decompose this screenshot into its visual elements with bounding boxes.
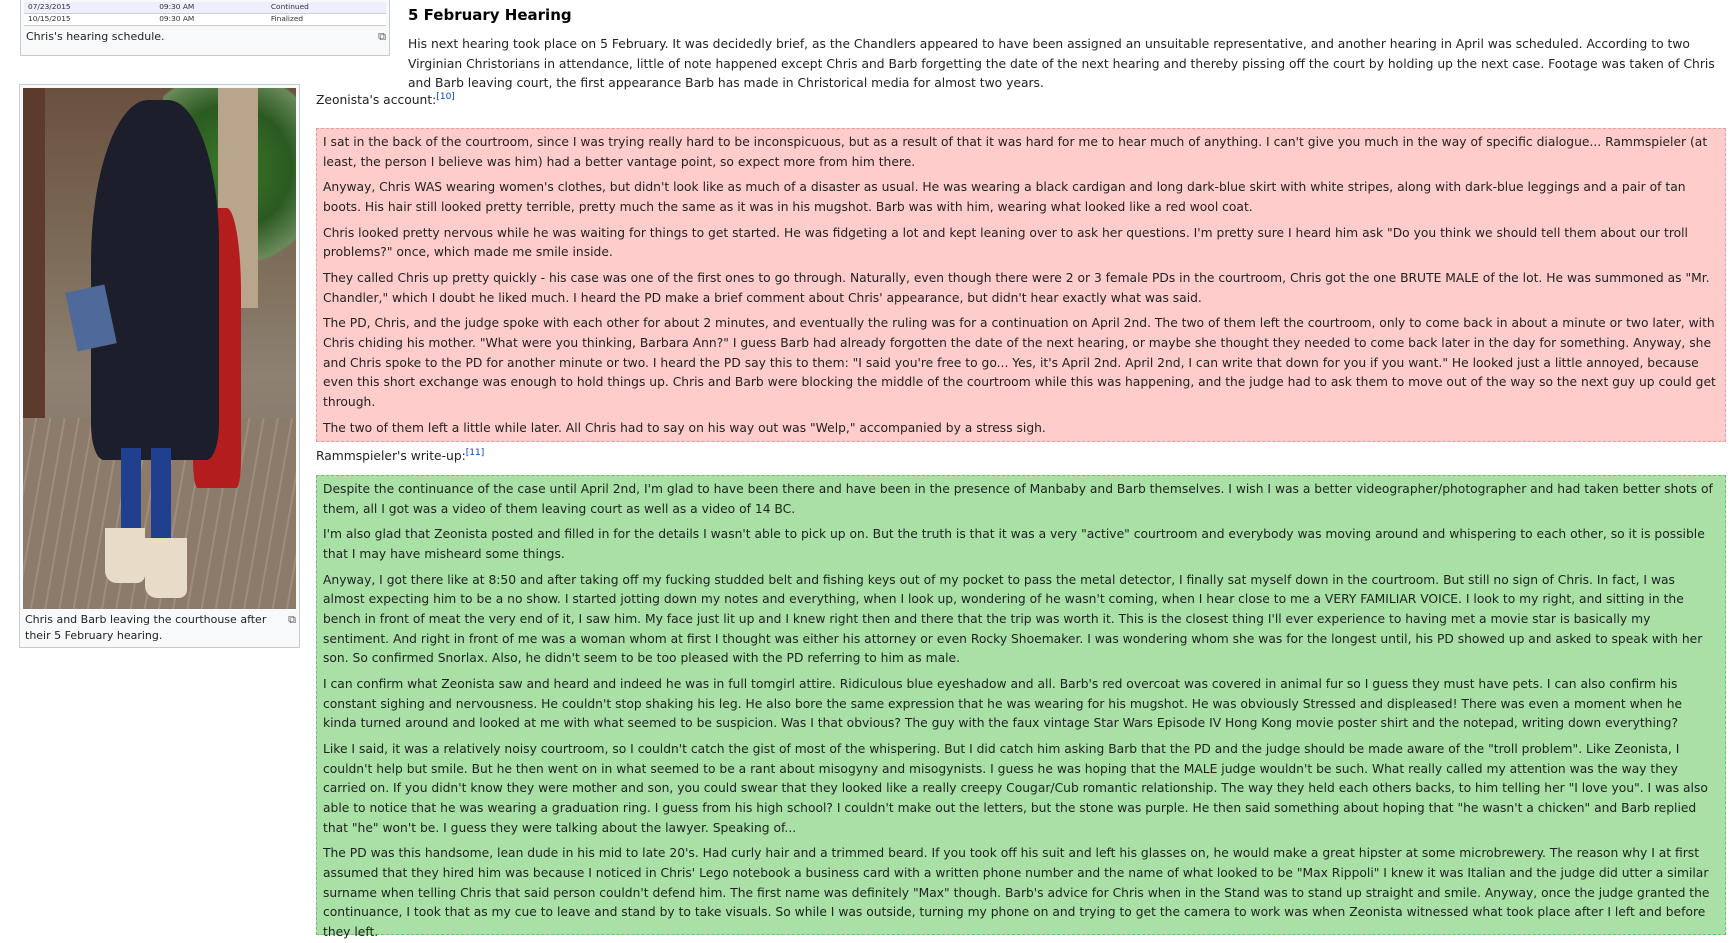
account-paragraph: Chris looked pretty nervous while he was waiting for things to get started. He was fidgeting a lot and kept leaning over to ask her questions. I'm pretty sure I heard him ask "Do you think we should tell them about our troll problems?" once, which made me smile inside. [323, 225, 1688, 260]
hearing-schedule-table [24, 2, 386, 26]
photo-black-coat [91, 100, 219, 460]
reference-link[interactable]: [10] [436, 92, 455, 102]
account-paragraph: Like I said, it was a relatively noisy courtroom, so I couldn't catch the gist of most of the whispering. But I did catch him asking Barb that the PD and the judge should be made aware of the "troll problem". Like Zeonista, I couldn't help but smile. But he then went on in what seemed to be a rant about misogyny and misogynists. I guess he was hoping that the MALE judge wouldn't be such. What really called my attention was the way they carried on. If you didn't know they were mother and son, you could swear that they looked like a really creepy Cougar/Cub romantic relationship. The way they held each others backs, to him telling her "I love you". I was also able to notice that he was wearing a graduation ring. I guess from his high school? I couldn't make out the letters, but the stone was purple. He then said something about hoping that "he wasn't a chicken" and Barb replied that "he" won't be. I guess they were talking about the lawyer. Speaking of... [323, 742, 1708, 835]
label-text: Rammspieler's write-up: [316, 449, 466, 464]
account-paragraph: Anyway, I got there like at 8:50 and after taking off my fucking studded belt and fishing keys out of my pocket to pass the metal detector, I finally sat myself down in the courtroom. But still no sign of Chris. In fact, I was almost expecting him to be a no show. I started jotting down my notes and everything, when I look up, wondering of he wasn't coming, when I hear close to me a VERY FAMILIAR VOICE. I look to my right, and sitting in the bench in front of meat the very end of it, I saw him. My face just lit up and I knew right then and there that the trip was worth it. This is the closest thing I'll ever experience to having met a movie star is basically my sentiment. And right in front of me was a woman whom at first I thought was either his attorney or even Rocky Shoemaker. I was wondering whom she was for the longest until, his PD showed up and asked to speak with her son. So confirmed Snorlax. Also, he didn't seem to be too pleased with the PD referring to him as male. [323, 572, 1703, 666]
account-paragraph: I can confirm what Zeonista saw and heard and indeed he was in full tomgirl attire. Ridiculous blue eyeshadow and all. Barb's red overcoat was covered in animal fur so I guess they must have pets. I can also confirm his constant sighing and nervousness. He couldn't stop shaking his leg. He also bore the same expression that he was wearing for his mugshot. He was obviously Stressed and displeased! There was even a moment when he kinda turned around and looked at me with what seemed to be suspicion. Was I that obvious? The guy with the faux vintage Star Wars Episode IV Hong Kong movie poster shirt and the notepad, writing down everything? [323, 677, 1683, 731]
account-paragraph: I'm also glad that Zeonista posted and filled in for the details I wasn't able to pick up on. But the truth is that it was a very "active" courtroom and everybody was moving around and whispering to each other, so it is possible that I may have misheard some things. [323, 527, 1705, 562]
account-paragraph: Anyway, Chris WAS wearing women's clothes, but didn't look like as much of a disaster as usual. He was wearing a black cardigan and long dark-blue skirt with white stripes, along with dark-blue leggings and a pair of tan boots. His hair still looked pretty terrible, pretty much the same as it was in his mugshot. Barb was with him, wearing what looked like a red wool coat. [323, 180, 1686, 215]
photo-boot [145, 538, 187, 598]
courthouse-photo[interactable] [23, 88, 296, 609]
photo-leg [121, 448, 141, 538]
table-cell: 09:30 AM [155, 13, 267, 25]
table-row [24, 13, 386, 25]
photo-caption [23, 609, 296, 644]
zeonista-label [316, 90, 455, 111]
account-paragraph: They called Chris up pretty quickly - his case was one of the first ones to go through. Naturally, even though there were 2 or 3 female PDs in the courtroom, Chris got the one BRUTE MALE of the lot. He was summoned as "Mr. Chandler," which I doubt he liked much. I heard the PD make a brief comment about Chris' appearance, but didn't hear exactly what was said. [323, 271, 1710, 305]
photo-thumbnail [19, 84, 300, 648]
account-paragraph: The two of them left a little while later. All Chris had to say on his way out was "Welp," accompanied by a stress sigh. [323, 420, 1046, 435]
zeonista-account-box [316, 128, 1726, 442]
account-paragraph: The PD was this handsome, lean dude in his mid to late 20's. Had curly hair and a trimmed beard. If you took off his suit and left his glasses on, he would make a great hipster at some microbrewery. The reason why I at first assumed that they hired him was because I noticed in Chris' Lego notebook a business card with a written phone number and the name of what looked to be "Max Rippoli" I knew it was Italian and the judge did utter a similar surname when telling Chris that said person couldn't defend him. The first name was definitely "Max" though. Barb's advice for Chris when in the Stand was to stand up straight and smile. Anyway, once the judge granted the continuance, I took that as my cue to leave and stand by to take visuals. So while I was outside, turning my phone on and trying to get the camera to work was when Zeonista witnessed what took place after I left and before they left. [323, 846, 1710, 940]
account-paragraph: The PD, Chris, and the judge spoke with each other for about 2 minutes, and eventually the ruling was for a continuation on April 2nd. The two of them left the courtroom, only to come back in about a minute or two later, with Chris chiding his mother. "What were you thinking, Barbara Ann?" I guess Barb had already forgotten the date of the next hearing, or maybe she thought they needed to come back later in the day for something. Anyway, she and Chris spoke to the PD for another minute or two. I heard the PD say this to them: "I said you're free to go... Yes, it's April 2nd. April 2nd, I can write that down for you if you want." He looked just a little annoyed, because even this short exchange was enough to hold things up. Chris and Barb were blocking the middle of the courtroom while this was happening, and the judge had to ask them to move out of the way so the next guy up could get through. [323, 316, 1716, 410]
table-cell: 10/15/2015 [24, 13, 155, 25]
reference-link[interactable]: [11] [465, 448, 485, 458]
schedule-thumbnail [20, 0, 390, 56]
caption-text: Chris's hearing schedule. [26, 29, 165, 43]
enlarge-icon[interactable]: ⧉ [288, 613, 296, 626]
enlarge-icon[interactable]: ⧉ [378, 29, 386, 43]
account-paragraph: Despite the continuance of the case until April 2nd, I'm glad to have been there and have been in the presence of Manbaby and Barb themselves. I wish I was a better videographer/photographer and had taken better shots of them, all I got was a video of them leaving court as well as a video of 14 BC. [323, 482, 1713, 516]
photo-boot [105, 528, 145, 583]
label-text: Zeonista's account: [316, 93, 437, 108]
section-heading: 5 February Hearing [408, 6, 572, 24]
photo-leg [151, 448, 171, 538]
account-paragraph: I sat in the back of the courtroom, since I was trying really hard to be inconspicuous, but as a result of that it was hard for me to hear much of anything. I can't give you much in the way of specific dialogue... Rammspieler (at least, the person I believe was him) had a better vantage point, so expect more from him there. [323, 135, 1708, 169]
table-cell: 07/23/2015 [24, 2, 155, 13]
table-cell: 09:30 AM [155, 2, 267, 13]
table-cell: Continued [267, 2, 386, 13]
section-intro: His next hearing took place on 5 February. It was decidedly brief, as the Chandlers appeared to have been assigned an unsuitable representative, and another hearing in April was scheduled. According to two Virginian Christorians in attendance, little of note happened except Chris and Barb forgetting the date of the next hearing and thereby pissing off the court by holding up the next case. Footage was taken of Chris and Barb leaving court, the first appearance Barb has made in Christorical media for almost two years. [408, 37, 1715, 91]
table-row [24, 2, 386, 13]
schedule-caption [24, 26, 386, 45]
rammspieler-label [316, 446, 484, 467]
caption-text: Chris and Barb leaving the courthouse after their 5 February hearing. [25, 613, 267, 642]
table-cell: Finalized [267, 13, 386, 25]
rammspieler-writeup-box [316, 475, 1726, 940]
